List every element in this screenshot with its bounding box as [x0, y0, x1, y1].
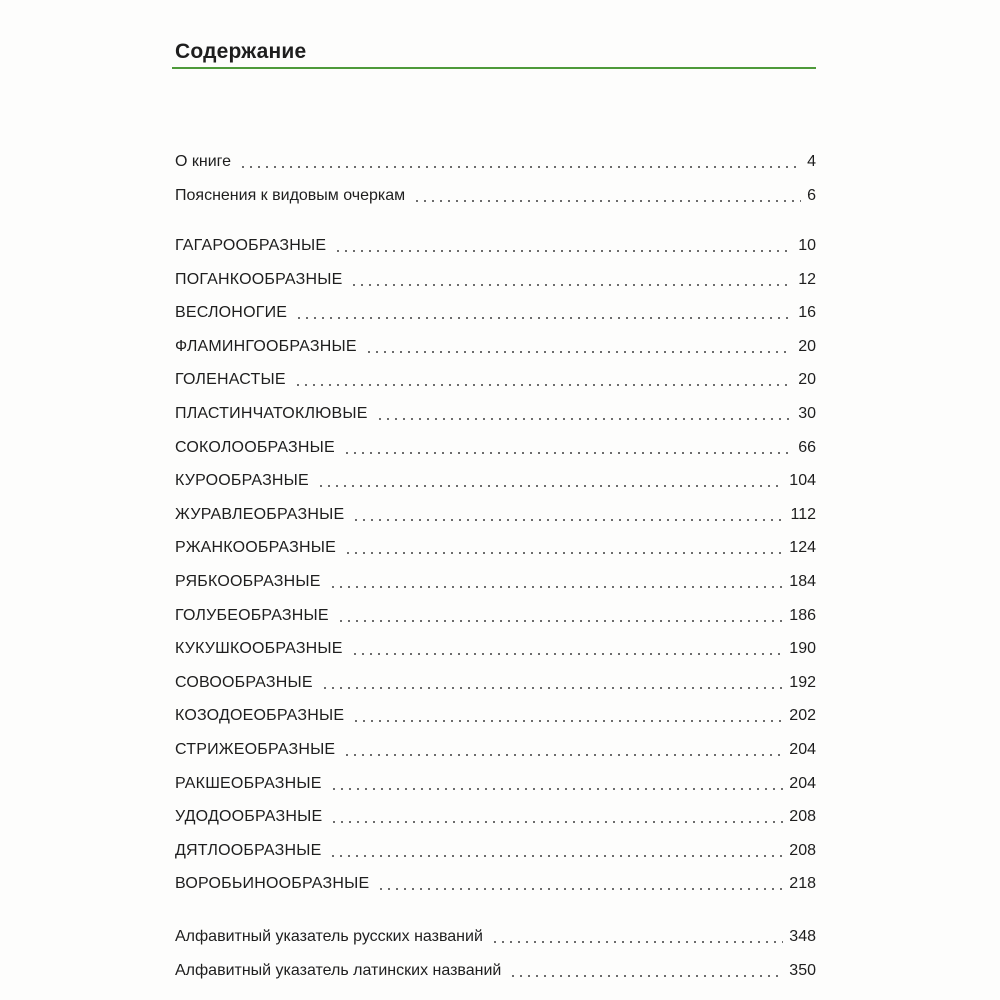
toc-entry-label: РЯБКООБРАЗНЫЕ: [175, 573, 321, 590]
toc-entry-page-number: 20: [798, 337, 816, 355]
toc-entry: [175, 667, 816, 693]
toc-entry-page-number: 4: [807, 153, 816, 170]
toc-entry: [175, 398, 816, 424]
toc-entry-page-number: 10: [798, 237, 816, 254]
toc-entry-label: ВЕСЛОНОГИЕ: [175, 304, 288, 322]
toc-entry: [175, 297, 816, 323]
toc-entry-label: УДОДООБРАЗНЫЕ: [175, 808, 323, 826]
toc-entry-page-number: 218: [789, 875, 816, 893]
toc-entry: [175, 264, 816, 290]
toc-entry: [175, 465, 816, 491]
dot-leader: [352, 519, 784, 521]
dot-leader: [491, 941, 783, 943]
toc-entry-label: РАКШЕОБРАЗНЫЕ: [175, 774, 322, 792]
toc-entry: [175, 835, 816, 861]
dot-leader: [413, 200, 801, 202]
toc-entry: [175, 801, 816, 827]
toc-entry: [175, 499, 816, 525]
toc-entry: [175, 633, 816, 659]
toc-entry-label: ФЛАМИНГООБРАЗНЫЕ: [175, 337, 357, 355]
toc-entry-page-number: 204: [789, 741, 816, 758]
toc-entry-page-number: 16: [798, 304, 816, 322]
toc-entry: [175, 734, 816, 760]
dot-leader: [343, 452, 792, 454]
toc-entry-label: РЖАНКООБРАЗНЫЕ: [175, 539, 336, 557]
toc-entry-page-number: 204: [789, 774, 816, 792]
toc-entry-page-number: 350: [789, 962, 816, 979]
toc-entry-label: ДЯТЛООБРАЗНЫЕ: [175, 841, 322, 859]
dot-leader: [351, 653, 784, 655]
toc-entry-label: ВОРОБЬИНООБРАЗНЫЕ: [175, 875, 370, 893]
toc-entry-label: О книге: [175, 153, 232, 170]
toc-entry: [175, 600, 816, 626]
dot-leader: [343, 754, 783, 756]
dot-leader: [337, 620, 784, 622]
toc-entry-page-number: 12: [798, 270, 816, 288]
toc-entry-page-number: 20: [798, 371, 816, 389]
toc-entry: [175, 331, 816, 357]
dot-leader: [321, 687, 784, 689]
dot-leader: [294, 384, 792, 386]
dot-leader: [329, 586, 784, 588]
toc-entry-label: Пояснения к видовым очеркам: [175, 187, 406, 204]
dot-leader: [330, 821, 783, 823]
toc-entry-page-number: 202: [789, 707, 816, 725]
toc-entry-page-number: 66: [798, 438, 816, 456]
toc-entry: [175, 146, 816, 172]
dot-leader: [365, 351, 793, 353]
dot-leader: [239, 166, 801, 168]
toc-entry-page-number: 104: [789, 472, 816, 490]
toc-entry-page-number: 192: [789, 673, 816, 691]
dot-leader: [334, 250, 792, 252]
toc-entry-page-number: 348: [789, 928, 816, 945]
toc-entry: [175, 768, 816, 794]
toc-entry-label: КОЗОДОЕОБРАЗНЫЕ: [175, 707, 345, 725]
toc-entry-label: Алфавитный указатель латинских названий: [175, 962, 502, 979]
toc-entry: [175, 921, 816, 947]
toc-entry: [175, 432, 816, 458]
toc-entry: [175, 532, 816, 558]
toc-entry-label: ГОЛУБЕОБРАЗНЫЕ: [175, 606, 329, 624]
toc-entry-label: ЖУРАВЛЕОБРАЗНЫЕ: [175, 505, 345, 523]
dot-leader: [295, 317, 792, 319]
toc-entry: [175, 868, 816, 894]
dot-leader: [329, 855, 783, 857]
dot-leader: [377, 888, 783, 890]
toc-entry-page-number: 186: [789, 606, 816, 624]
dot-leader: [344, 552, 783, 554]
toc-entry-page-number: 124: [789, 539, 816, 557]
toc-entry-label: ПЛАСТИНЧАТОКЛЮВЫЕ: [175, 405, 368, 422]
toc-entry-label: ПОГАНКООБРАЗНЫЕ: [175, 270, 343, 288]
dot-leader: [352, 720, 783, 722]
toc-entry: [175, 955, 816, 981]
dot-leader: [509, 975, 783, 977]
toc-entry-page-number: 184: [789, 573, 816, 590]
heading-rule: [172, 67, 816, 69]
toc-entry: [175, 700, 816, 726]
toc-entry-label: СОКОЛООБРАЗНЫЕ: [175, 438, 335, 456]
toc-entry-label: СТРИЖЕОБРАЗНЫЕ: [175, 741, 336, 758]
toc-entry-page-number: 208: [789, 841, 816, 859]
toc-entry: [175, 180, 816, 206]
toc-entry-page-number: 112: [790, 505, 816, 523]
toc-entry-label: ГАГАРООБРАЗНЫЕ: [175, 237, 327, 254]
toc-entry-label: СОВООБРАЗНЫЕ: [175, 673, 313, 691]
toc-entry-label: КУРООБРАЗНЫЕ: [175, 472, 309, 490]
toc-entry-page-number: 190: [789, 640, 816, 658]
toc-entry: [175, 230, 816, 256]
toc-entry-label: ГОЛЕНАСТЫЕ: [175, 371, 286, 389]
toc-entry-page-number: 30: [798, 405, 816, 422]
dot-leader: [317, 485, 783, 487]
dot-leader: [350, 284, 792, 286]
dot-leader: [376, 418, 793, 420]
toc-entry: [175, 566, 816, 592]
toc-entry-label: Алфавитный указатель русских названий: [175, 928, 483, 945]
toc-entry-label: КУКУШКООБРАЗНЫЕ: [175, 640, 343, 658]
dot-leader: [330, 788, 784, 790]
page-title: Содержание: [175, 40, 307, 63]
toc-entry: [175, 364, 816, 390]
toc-entry-page-number: 208: [789, 808, 816, 826]
toc-entry-page-number: 6: [807, 187, 816, 204]
